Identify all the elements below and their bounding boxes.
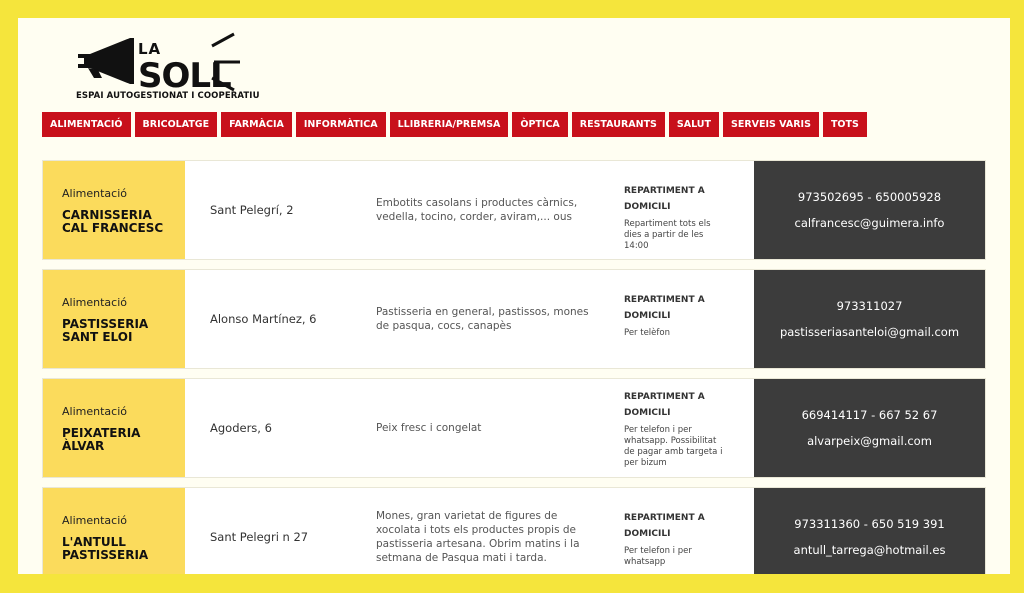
shop-category: Alimentació bbox=[62, 405, 127, 418]
nav-farmacia[interactable]: FARMÀCIA bbox=[221, 112, 292, 137]
shop-row bbox=[42, 160, 986, 260]
shop-phone[interactable]: 973502695 - 650005928 bbox=[797, 190, 942, 204]
nav-bricolatge[interactable]: BRICOLATGE bbox=[135, 112, 218, 137]
delivery-title: REPARTIMENT A DOMICILI bbox=[624, 295, 705, 321]
delivery-note: Per telèfon bbox=[624, 328, 670, 338]
nav-llibreria-premsa[interactable]: LLIBRERIA/PREMSA bbox=[390, 112, 509, 137]
shop-list bbox=[42, 160, 986, 574]
logo-tagline: ESPAI AUTOGESTIONAT I COOPERATIU bbox=[76, 91, 260, 101]
shop-category-cell bbox=[43, 488, 185, 574]
shop-delivery bbox=[600, 270, 754, 368]
delivery-title: REPARTIMENT A DOMICILI bbox=[624, 513, 705, 539]
logo-la: LA bbox=[138, 40, 162, 58]
shop-contact bbox=[754, 379, 985, 477]
shop-phone[interactable]: 669414117 - 667 52 67 bbox=[801, 408, 938, 422]
shop-category-cell bbox=[43, 379, 185, 477]
shop-category: Alimentació bbox=[62, 514, 127, 527]
shop-contact bbox=[754, 161, 985, 259]
nav-tots[interactable]: TOTS bbox=[823, 112, 867, 137]
nav-alimentacio[interactable]: ALIMENTACIÓ bbox=[42, 112, 131, 137]
shop-contact bbox=[754, 488, 985, 574]
nav-optica[interactable]: ÒPTICA bbox=[512, 112, 567, 137]
shop-name: L'ANTULL PASTISSERIA bbox=[62, 535, 149, 562]
delivery-title: REPARTIMENT A DOMICILI bbox=[624, 186, 705, 212]
nav-salut[interactable]: SALUT bbox=[669, 112, 719, 137]
shop-address: Alonso Martínez, 6 bbox=[210, 312, 317, 326]
shop-delivery bbox=[600, 379, 754, 477]
delivery-note: Per telefon i per whatsapp. Possibilitat de pagar amb targeta i per bizum bbox=[624, 425, 723, 468]
delivery-note: Repartiment tots els dies a partir de les 14:00 bbox=[624, 219, 711, 251]
shop-address: Sant Pelegrí, 2 bbox=[210, 203, 294, 217]
shop-category-cell bbox=[43, 270, 185, 368]
category-nav bbox=[42, 112, 867, 137]
shop-description: Pastisseria en general, pastissos, mones de pasqua, cocs, canapès bbox=[376, 306, 589, 332]
shop-address: Sant Pelegri n 27 bbox=[210, 530, 309, 544]
shop-email[interactable]: pastisseriasanteloi@gmail.com bbox=[779, 325, 960, 339]
delivery-note: Per telefon i per whatsapp bbox=[624, 546, 692, 567]
shop-name: PEIXATERIA ÀLVAR bbox=[62, 426, 141, 453]
shop-row bbox=[42, 487, 986, 574]
shop-phone[interactable]: 973311027 bbox=[836, 299, 903, 313]
shop-email[interactable]: alvarpeix@gmail.com bbox=[807, 434, 932, 448]
shop-category: Alimentació bbox=[62, 296, 127, 309]
shop-delivery bbox=[600, 488, 754, 574]
shop-category: Alimentació bbox=[62, 187, 127, 200]
shop-description: Embotits casolans i productes càrnics, vedella, tocino, corder, aviram,... ous bbox=[376, 197, 578, 223]
logo-soll: SOLL bbox=[138, 56, 231, 96]
shop-contact bbox=[754, 270, 985, 368]
nav-informatica[interactable]: INFORMÀTICA bbox=[296, 112, 386, 137]
nav-serveis-varis[interactable]: SERVEIS VARIS bbox=[723, 112, 819, 137]
shop-delivery bbox=[600, 161, 754, 259]
page bbox=[18, 18, 1010, 574]
shop-category-cell bbox=[43, 161, 185, 259]
shop-email[interactable]: calfrancesc@guimera.info bbox=[794, 216, 945, 230]
shop-description: Peix fresc i congelat bbox=[376, 422, 482, 434]
shop-name: PASTISSERIA SANT ELOI bbox=[62, 317, 149, 344]
shop-row bbox=[42, 269, 986, 369]
shop-address: Agoders, 6 bbox=[210, 421, 272, 435]
shop-email[interactable]: antull_tarrega@hotmail.es bbox=[793, 543, 946, 557]
nav-restaurants[interactable]: RESTAURANTS bbox=[572, 112, 665, 137]
delivery-title: REPARTIMENT A DOMICILI bbox=[624, 392, 705, 418]
shop-phone[interactable]: 973311360 - 650 519 391 bbox=[794, 517, 945, 531]
shop-row bbox=[42, 378, 986, 478]
shop-description: Mones, gran varietat de figures de xocolata i tots els productes propis de pastisseria artesana. Obrim matins i la setmana de Pasqua mati i tarda. bbox=[376, 510, 580, 564]
shop-name: CARNISSERIA CAL FRANCESC bbox=[62, 208, 164, 235]
